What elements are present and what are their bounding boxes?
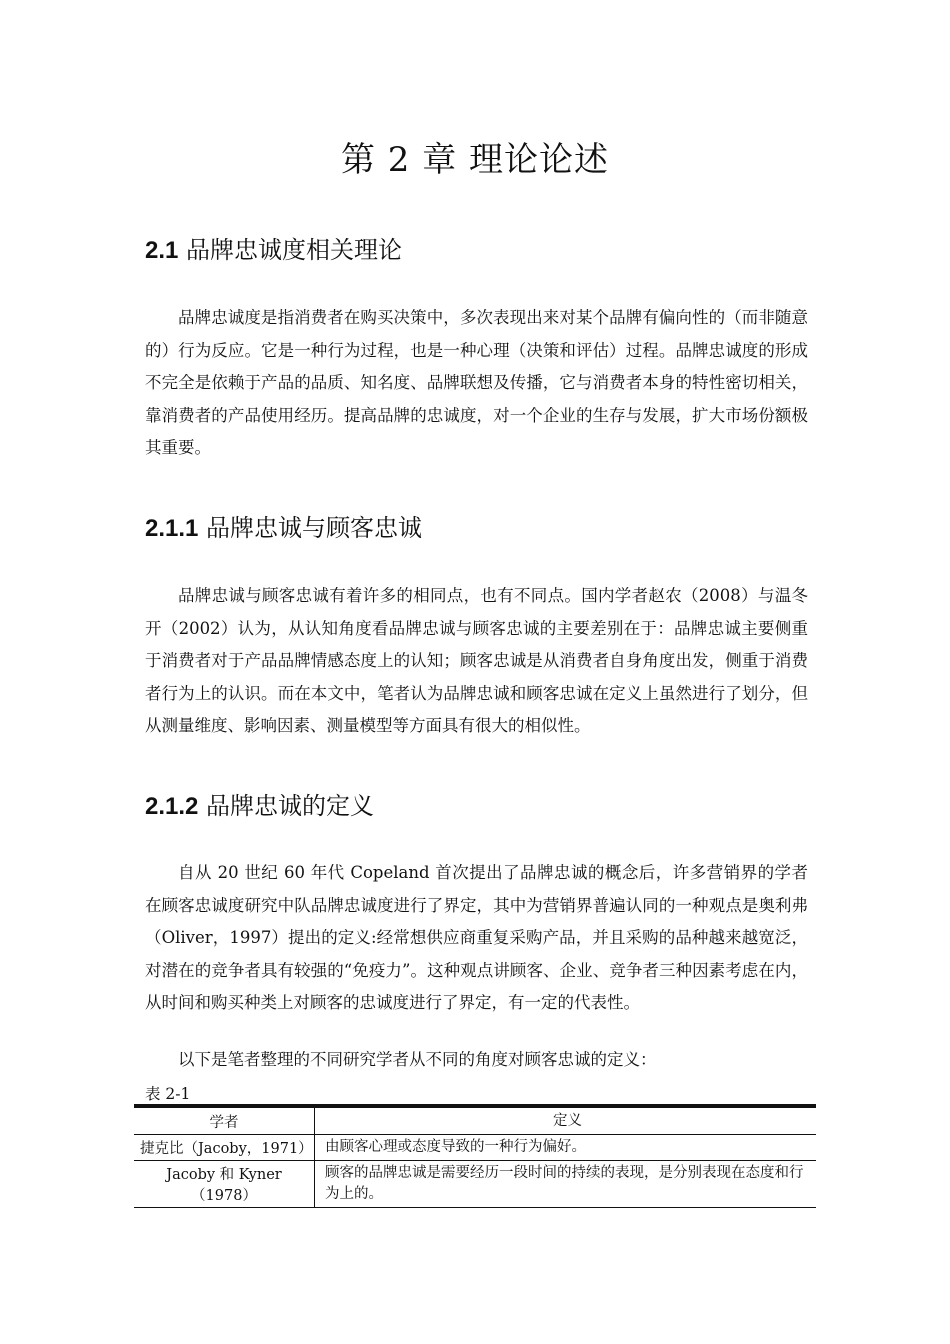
chapter-title: 第 2 章 理论论述 <box>340 140 610 180</box>
cell-definition: 由顾客心理或态度导致的一种行为偏好。 <box>315 1135 817 1161</box>
section-heading-2-1 <box>145 230 402 265</box>
cell-scholar: 捷克比（Jacoby，1971） <box>134 1135 315 1161</box>
table-header-row <box>134 1106 816 1135</box>
table-row <box>134 1161 816 1208</box>
section-title-text: 品牌忠诚的定义 <box>206 792 375 820</box>
section-heading-2-1-2 <box>145 786 374 821</box>
header-definition: 定义 <box>315 1106 817 1135</box>
section-heading-2-1-1 <box>145 508 422 543</box>
cell-scholar: Jacoby 和 Kyner（1978） <box>134 1161 315 1208</box>
paragraph-brand-loyalty: 品牌忠诚度是指消费者在购买决策中，多次表现出来对某个品牌有偏向性的（而非随意的）行为反应。它是一种行为过程，也是一种心理（决策和评估）过程。品牌忠诚度的形成不完全是依赖于产品的品质、知名度、品牌联想及传播，它与消费者本身的特性密切相关，靠消费者的产品使用经历。提高品牌的忠诚度，对一个企业的生存与发展，扩大市场份额极其重要。 <box>145 308 808 457</box>
section-number: 2.1 <box>145 237 179 264</box>
table-row <box>134 1135 816 1161</box>
paragraph-definition: 自从 20 世纪 60 年代 Copeland 首次提出了品牌忠诚的概念后，许多营销界的学者在顾客忠诚度研究中队品牌忠诚度进行了界定，其中为营销界普遍认同的一种观点是奥利弗（Oliver，1997）提出的定义:经常想供应商重复采购产品，并且采购的品种越来越宽泛，对潜在的竞争者具有较强的“免疫力”。这种观点讲顾客、企业、竞争者三种因素考虑在内，从时间和购买种类上对顾客的忠诚度进行了界定，有一定的代表性。 <box>145 863 808 1012</box>
definitions-table <box>134 1104 816 1208</box>
section-number: 2.1.1 <box>145 515 199 542</box>
paragraph-table-intro: 以下是笔者整理的不同研究学者从不同的角度对顾客忠诚的定义： <box>178 1050 657 1069</box>
cell-definition: 顾客的品牌忠诚是需要经历一段时间的持续的表现，是分别表现在态度和行为上的。 <box>315 1161 817 1208</box>
header-scholar: 学者 <box>134 1106 315 1135</box>
section-title-text: 品牌忠诚度相关理论 <box>186 236 403 264</box>
paragraph-brand-vs-customer-loyalty: 品牌忠诚与顾客忠诚有着许多的相同点，也有不同点。国内学者赵农（2008）与温冬开（2002）认为，从认知角度看品牌忠诚与顾客忠诚的主要差别在于：品牌忠诚主要侧重于消费者对于产品品牌情感态度上的认知；顾客忠诚是从消费者自身角度出发，侧重于消费者行为上的认识。而在本文中，笔者认为品牌忠诚和顾客忠诚在定义上虽然进行了划分，但从测量维度、影响因素、测量模型等方面具有很大的相似性。 <box>145 586 808 735</box>
section-number: 2.1.2 <box>145 793 199 820</box>
table-caption: 表 2-1 <box>145 1085 191 1103</box>
section-title-text: 品牌忠诚与顾客忠诚 <box>206 514 423 542</box>
